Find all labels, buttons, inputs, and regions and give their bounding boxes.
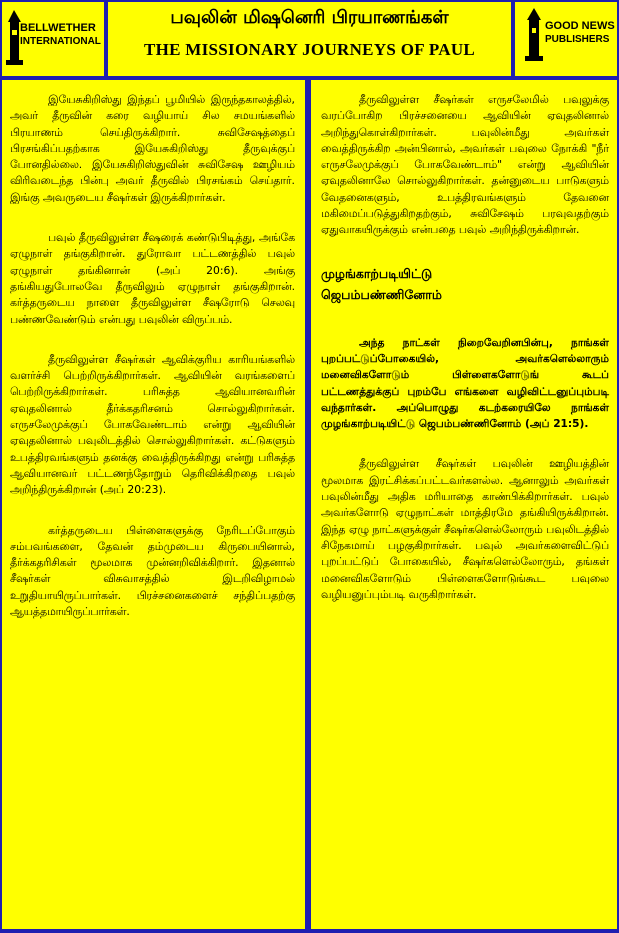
good-news-text: GOOD NEWS PUBLISHERS — [545, 20, 615, 45]
heading-line-2: ஜெபம்பண்ணினோம் — [321, 286, 442, 302]
paragraph: தீருவிலுள்ள சீஷர்கள் ஆவிக்குரிய காரியங்களில் வளர்ச்சி பெற்றிருக்கிறார்கள். ஆவியின் வரங்களைப் பெற்றிருக்கிறார்கள். பரிசுத்த ஆவியானவரின் ஏவுதலினால் தீர்க்கதரிசனம் சொல்லுகிறார்கள். எருசலேமுக்குப் போகவேண்டாம் என்று ஆவியின் ஏவுதலினால் பவுலிடத்தில் சொல்லுகிறார்கள். கட்டுகளும் உபத்திரவங்களும் தனக்கு வைத்திருக்கிறது என்று பரிசுத்த ஆவியானவர் பட்டணந்தோறும் தெரிவிக்கிறதை பவுல் அறிந்திருக்கிறான் (அப் 20:23). — [10, 352, 295, 497]
heading-line-1: முழங்காற்படியிட்டு — [321, 265, 433, 281]
title-tamil: பவுலின் மிஷனெரி பிரயாணங்கள் — [170, 7, 449, 28]
scripture-quote: அந்த நாட்கள் நிறைவேறினபின்பு, நாங்கள் புறப்பட்டுப்போகையில், அவர்களெல்லாரும் மனைவிகளோடும் பிள்ளைகளோடுங் கூடப் பட்டணத்துக்குப் புறம்பே எங்களை வழிவிட்டனுப்பும்படி வந்தார்கள். அப்பொழுது கடற்கரையிலே நாங்கள் முழங்காற்படியிட்டு ஜெபம்பண்ணினோம் (அப் 21:5). — [321, 336, 609, 431]
paragraph: தீருவிலுள்ள சீஷர்கள் பவுலின் ஊழியத்தின் மூலமாக இரட்சிக்கப்பட்டவர்களல்ல. ஆனாலும் அவர்கள் பவுலின்மீது அதிக மரியாதை காண்பிக்கிறார்கள். பவுல் அவர்களோடு ஏழுநாட்கள் மாத்திரமே தங்கியிருக்கிறான். இந்த ஏழு நாட்களுக்குள் சீஷர்களெல்லோரும் பவுலிடத்தில் சிநேகமாய் பழகுகிறார்கள். பவுல் அவர்களைவிட்டுப் புறப்பட்டுப் போகையில், சீஷர்களெல்லோரும், தங்கள் மனைவிகளோடும் பிள்ளைகளோடுங்கூட பவுலை வழியனுப்பும்படி வருகிறார்கள். — [321, 457, 609, 601]
right-column — [311, 80, 617, 929]
paragraph: கர்த்தருடைய பிள்ளைகளுக்கு நேரிடப்போகும் சம்பவங்களை, தேவன் தம்முடைய கிருபையினால், தீர்க்கதரிசிகள் மூலமாக முன்னறிவிக்கிறார். இதனால் சீஷர்கள் விசுவாசத்தில் இடறிவிழாமல் உறுதியாயிருப்பார்கள். பிரச்சனைகளைச் சந்திப்பதற்கு ஆயத்தமாயிருப்பார்கள். — [10, 523, 295, 619]
bellwether-text: BELLWETHER INTERNATIONAL — [20, 22, 101, 47]
left-column — [2, 80, 305, 929]
title-english: THE MISSIONARY JOURNEYS OF PAUL — [143, 40, 476, 59]
title-block — [108, 2, 511, 76]
paragraph: பவுல் தீருவிலுள்ள சீஷரைக் கண்டுபிடித்து, அங்கே ஏழுநாள் தங்குகிறான். துரோவா பட்டணத்தில் பவுல் ஏழுநாள் தங்கினான் (அப் 20:6). அங்கு தங்கியதுபோலவே தீருவிலும் ஏழுநாள் தங்குகிறான். கர்த்தருடைய நாளை தீருவிலுள்ள சீஷரோடு செலவு பண்ணவேண்டும் என்பது பவுலின் விருப்பம். — [10, 231, 295, 326]
good-news-logo — [515, 2, 617, 76]
bellwether-logo — [2, 2, 104, 76]
header — [2, 2, 617, 76]
paragraph: தீருவிலுள்ள சீஷர்கள் எருசலேமில் பவுலுக்கு வரப்போகிற பிரச்சனையை ஆவியின் ஏவுதலினால் அறிந்துகொள்கிறார்கள். பவுலின்மீது அவர்கள் வைத்திருக்கிற அன்பினால், அவர்கள் பவுலை நோக்கி "நீர் எருசலேமுக்குப் போகவேண்டாம்" என்று ஆவியின் ஏவுதலினாலே சொல்லுகிறார்கள். தன்னுடைய பாடுகளும் வேதனைகளும், உபத்திரவங்களும் தேவனை மகிமைப்படுத்துகிறதற்கும், சுவிசேஷம் பரவுவதற்கும் ஏதுவாகயிருக்கும் என்பதை பவுல் அறிந்திருக்கிறான். — [321, 93, 609, 237]
section-heading — [321, 263, 609, 305]
paragraph: இயேசுகிறிஸ்து இந்தப் பூமியில் இருந்தகாலத்தில், அவர் தீருவின் கரை வழியாய் சில சமயங்களில் பிரயாணம் செய்திருக்கிறார். சுவிசேஷத்தைப் பிரசங்கிப்பதற்காக இயேசுகிறிஸ்து தீருவுக்குப் போனதில்லை. இயேசுகிறிஸ்துவின் சுவிசேஷ ஊழியம் விரிவடைந்த பின்பு அவர் தீருவில் பிரசங்கம் செய்தார். இங்கு அவருடைய சீஷர்கள் இருக்கிறார்கள். — [10, 93, 295, 204]
